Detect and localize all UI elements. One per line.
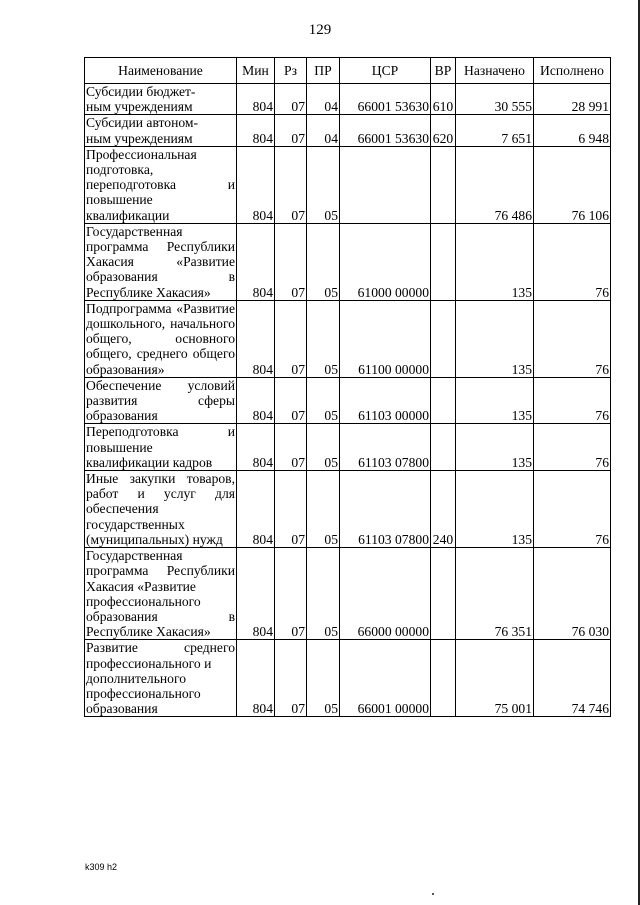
row-name-line: Государственная программа Республики Хакасия «Развитие: [86, 548, 235, 594]
row-name-line: ным учреждениям: [86, 99, 193, 115]
table-row: [85, 223, 611, 300]
row-vr: [431, 300, 456, 377]
row-rz: 07: [275, 115, 307, 146]
row-min: 804: [237, 146, 275, 223]
row-csr: 61100 00000: [340, 300, 431, 377]
header-name: Наименование: [85, 58, 237, 84]
row-name: [85, 146, 237, 223]
row-rz: 07: [275, 548, 307, 640]
row-vr: [431, 640, 456, 717]
row-min: 804: [237, 640, 275, 717]
row-name-line: Государственная программа Республики Хакасия «Развитие образования в Республике Хакасия»: [86, 223, 235, 300]
row-name: [85, 424, 237, 471]
row-rz: 07: [275, 377, 307, 424]
row-pr: 05: [307, 640, 340, 717]
header-vr: ВР: [431, 58, 456, 84]
row-name-line: Профессиональная: [86, 146, 197, 162]
row-csr: 66001 53630: [340, 84, 431, 115]
row-executed: 76: [534, 471, 611, 548]
row-name-line: Подпрограмма «Развитие дошкольного, начального общего, основного общего, среднего общего образования»: [86, 300, 235, 377]
row-name: [85, 115, 237, 146]
row-pr: 05: [307, 223, 340, 300]
row-assigned: 76 486: [456, 146, 534, 223]
row-rz: 07: [275, 146, 307, 223]
row-rz: 07: [275, 471, 307, 548]
row-rz: 07: [275, 84, 307, 115]
row-name-line: образования: [86, 701, 158, 717]
row-csr: 61000 00000: [340, 223, 431, 300]
row-name-line: дополнительного: [86, 670, 187, 686]
scan-speck: [432, 893, 434, 895]
row-name-line: Переподготовка и повышение квалификации кадров: [86, 424, 235, 470]
row-rz: 07: [275, 424, 307, 471]
row-min: 804: [237, 223, 275, 300]
row-executed: 76 106: [534, 146, 611, 223]
row-name: [85, 223, 237, 300]
row-vr: 240: [431, 471, 456, 548]
document-code: k309 h2: [85, 862, 118, 872]
row-name-line: ным учреждениям: [86, 130, 193, 146]
row-vr: [431, 548, 456, 640]
row-rz: 07: [275, 640, 307, 717]
table-row: [85, 115, 611, 146]
table-row: [85, 471, 611, 548]
row-name-line: подготовка, переподготовка и повышение: [86, 162, 235, 208]
budget-table: [84, 57, 611, 717]
row-pr: 05: [307, 377, 340, 424]
row-csr: 66000 00000: [340, 548, 431, 640]
row-pr: 05: [307, 300, 340, 377]
row-csr: 66001 53630: [340, 115, 431, 146]
row-executed: 74 746: [534, 640, 611, 717]
row-name-line: Иные закупки товаров, работ и услуг для обеспечения государственных (муниципальных) нужд: [86, 471, 235, 547]
row-assigned: 76 351: [456, 548, 534, 640]
row-rz: 07: [275, 300, 307, 377]
row-name-line: Субсидии бюджет-: [86, 84, 196, 99]
row-name-line: профессионального: [86, 593, 201, 609]
row-name-line: профессионального: [86, 685, 201, 701]
row-min: 804: [237, 84, 275, 115]
row-name: [85, 548, 237, 640]
row-min: 804: [237, 548, 275, 640]
row-min: 804: [237, 377, 275, 424]
table-row: [85, 640, 611, 717]
row-min: 804: [237, 471, 275, 548]
row-assigned: 135: [456, 424, 534, 471]
row-executed: 76 030: [534, 548, 611, 640]
header-pr: ПР: [307, 58, 340, 84]
row-assigned: 135: [456, 223, 534, 300]
row-pr: 04: [307, 115, 340, 146]
row-name-line: Развитие среднего профессионального и: [86, 640, 235, 671]
row-assigned: 135: [456, 300, 534, 377]
row-vr: [431, 223, 456, 300]
table-header-row: [85, 58, 611, 84]
header-min: Мин: [237, 58, 275, 84]
table-row: [85, 548, 611, 640]
row-name: [85, 84, 237, 115]
row-name: [85, 300, 237, 377]
row-vr: 620: [431, 115, 456, 146]
table-row: [85, 377, 611, 424]
row-rz: 07: [275, 223, 307, 300]
row-csr: 61103 07800: [340, 471, 431, 548]
row-assigned: 30 555: [456, 84, 534, 115]
row-executed: 76: [534, 300, 611, 377]
row-vr: 610: [431, 84, 456, 115]
page-number: 129: [308, 22, 332, 38]
header-csr: ЦСР: [340, 58, 431, 84]
row-assigned: 135: [456, 377, 534, 424]
row-name-line: образования в Республике Хакасия»: [86, 608, 235, 640]
table-row: [85, 146, 611, 223]
row-executed: 28 991: [534, 84, 611, 115]
row-pr: 04: [307, 84, 340, 115]
row-name-line: Субсидии автоном-: [86, 115, 199, 131]
row-name: [85, 471, 237, 548]
row-name-line: квалификации: [86, 207, 170, 223]
row-executed: 76: [534, 377, 611, 424]
row-min: 804: [237, 115, 275, 146]
table-row: [85, 84, 611, 115]
row-csr: [340, 146, 431, 223]
row-csr: 61103 07800: [340, 424, 431, 471]
row-name: [85, 377, 237, 424]
row-csr: 66001 00000: [340, 640, 431, 717]
table-row: [85, 300, 611, 377]
header-executed: Исполнено: [534, 58, 611, 84]
row-executed: 6 948: [534, 115, 611, 146]
row-pr: 05: [307, 424, 340, 471]
row-assigned: 7 651: [456, 115, 534, 146]
row-vr: [431, 146, 456, 223]
row-min: 804: [237, 300, 275, 377]
row-name: [85, 640, 237, 717]
row-pr: 05: [307, 146, 340, 223]
row-pr: 05: [307, 471, 340, 548]
row-vr: [431, 424, 456, 471]
row-assigned: 75 001: [456, 640, 534, 717]
row-min: 804: [237, 424, 275, 471]
header-rz: Рз: [275, 58, 307, 84]
row-executed: 76: [534, 223, 611, 300]
row-csr: 61103 00000: [340, 377, 431, 424]
row-executed: 76: [534, 424, 611, 471]
row-name-line: Обеспечение условий развития сферы образования: [86, 377, 235, 424]
header-assigned: Назначено: [456, 58, 534, 84]
row-pr: 05: [307, 548, 340, 640]
row-assigned: 135: [456, 471, 534, 548]
table-row: [85, 424, 611, 471]
row-vr: [431, 377, 456, 424]
